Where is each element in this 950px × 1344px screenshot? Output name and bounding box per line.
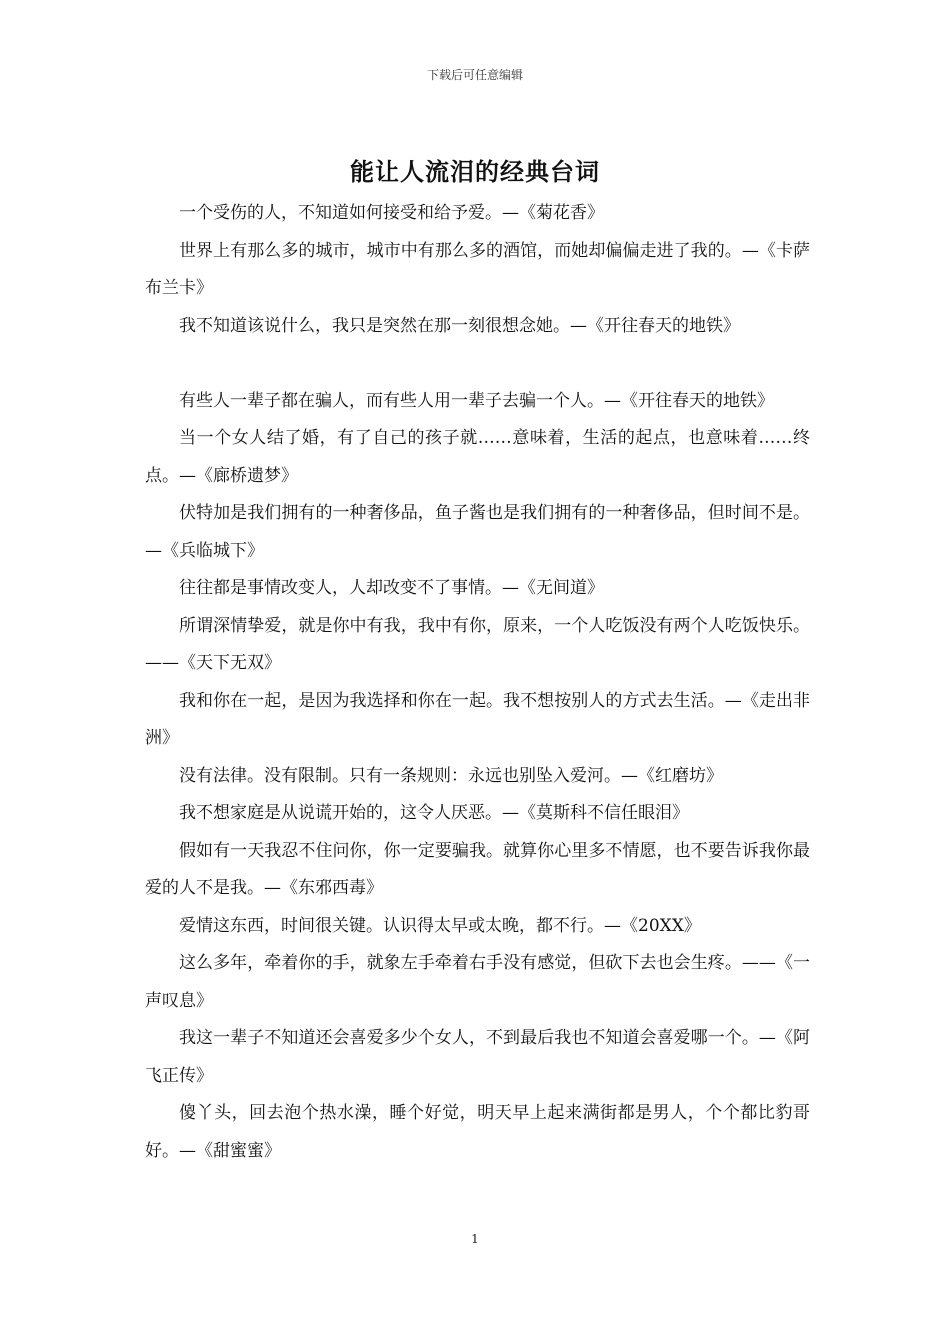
paragraph: 一个受伤的人，不知道如何接受和给予爱。—《菊花香》: [179, 203, 604, 223]
paragraph: 我这一辈子不知道还会喜爱多少个女人，不到最后我也不知道会喜爱哪一个。—《阿飞正传》: [145, 1028, 810, 1086]
paragraph: 假如有一天我忍不住问你，你一定要骗我。就算你心里多不情愿，也不要告诉我你最爱的人不是我。—《东邪西毒》: [145, 840, 810, 898]
paragraph: 我不想家庭是从说谎开始的，这令人厌恶。—《莫斯科不信任眼泪》: [179, 803, 689, 823]
document-body: [145, 195, 810, 1170]
page-number: 1: [471, 1232, 479, 1246]
paragraph: 没有法律。没有限制。只有一条规则：永远也别坠入爱河。—《红磨坊》: [179, 765, 723, 786]
document-title: 能让人流泪的经典台词: [350, 157, 600, 186]
paragraph: 我和你在一起，是因为我选择和你在一起。我不想按别人的方式去生活。—《走出非洲》: [145, 690, 810, 748]
blank-line: [145, 345, 810, 383]
paragraph: 爱情这东西，时间很关键。认识得太早或太晚，都不行。—《20XX》: [179, 915, 701, 936]
paragraph: 往往都是事情改变人，人却改变不了事情。—《无间道》: [179, 578, 604, 598]
paragraph: 傻丫头，回去泡个热水澡，睡个好觉，明天早上起来满街都是男人，个个都比豹哥好。—《甜蜜蜜》: [145, 1103, 810, 1161]
paragraph: 当一个女人结了婚，有了自己的孩子就……意味着，生活的起点，也意味着……终点。—《廊桥遗梦》: [145, 428, 810, 486]
paragraph: 世界上有那么多的城市，城市中有那么多的酒馆，而她却偏偏走进了我的。—《卡萨布兰卡》: [145, 240, 810, 298]
paragraph: 所谓深情挚爱，就是你中有我，我中有你，原来，一个人吃饭没有两个人吃饭快乐。——《天下无双》: [145, 615, 810, 673]
paragraph: 有些人一辈子都在骗人，而有些人用一辈子去骗一个人。—《开往春天的地铁》: [179, 390, 774, 411]
page-header: 下载后可任意编辑: [426, 68, 523, 82]
paragraph: 伏特加是我们拥有的一种奢侈品，鱼子酱也是我们拥有的一种奢侈品，但时间不是。—《兵临城下》: [145, 503, 810, 561]
paragraph: 我不知道该说什么，我只是突然在那一刻很想念她。—《开往春天的地铁》: [179, 315, 740, 336]
paragraph: 这么多年，牵着你的手，就象左手牵着右手没有感觉，但砍下去也会生疼。——《一声叹息》: [145, 953, 810, 1011]
